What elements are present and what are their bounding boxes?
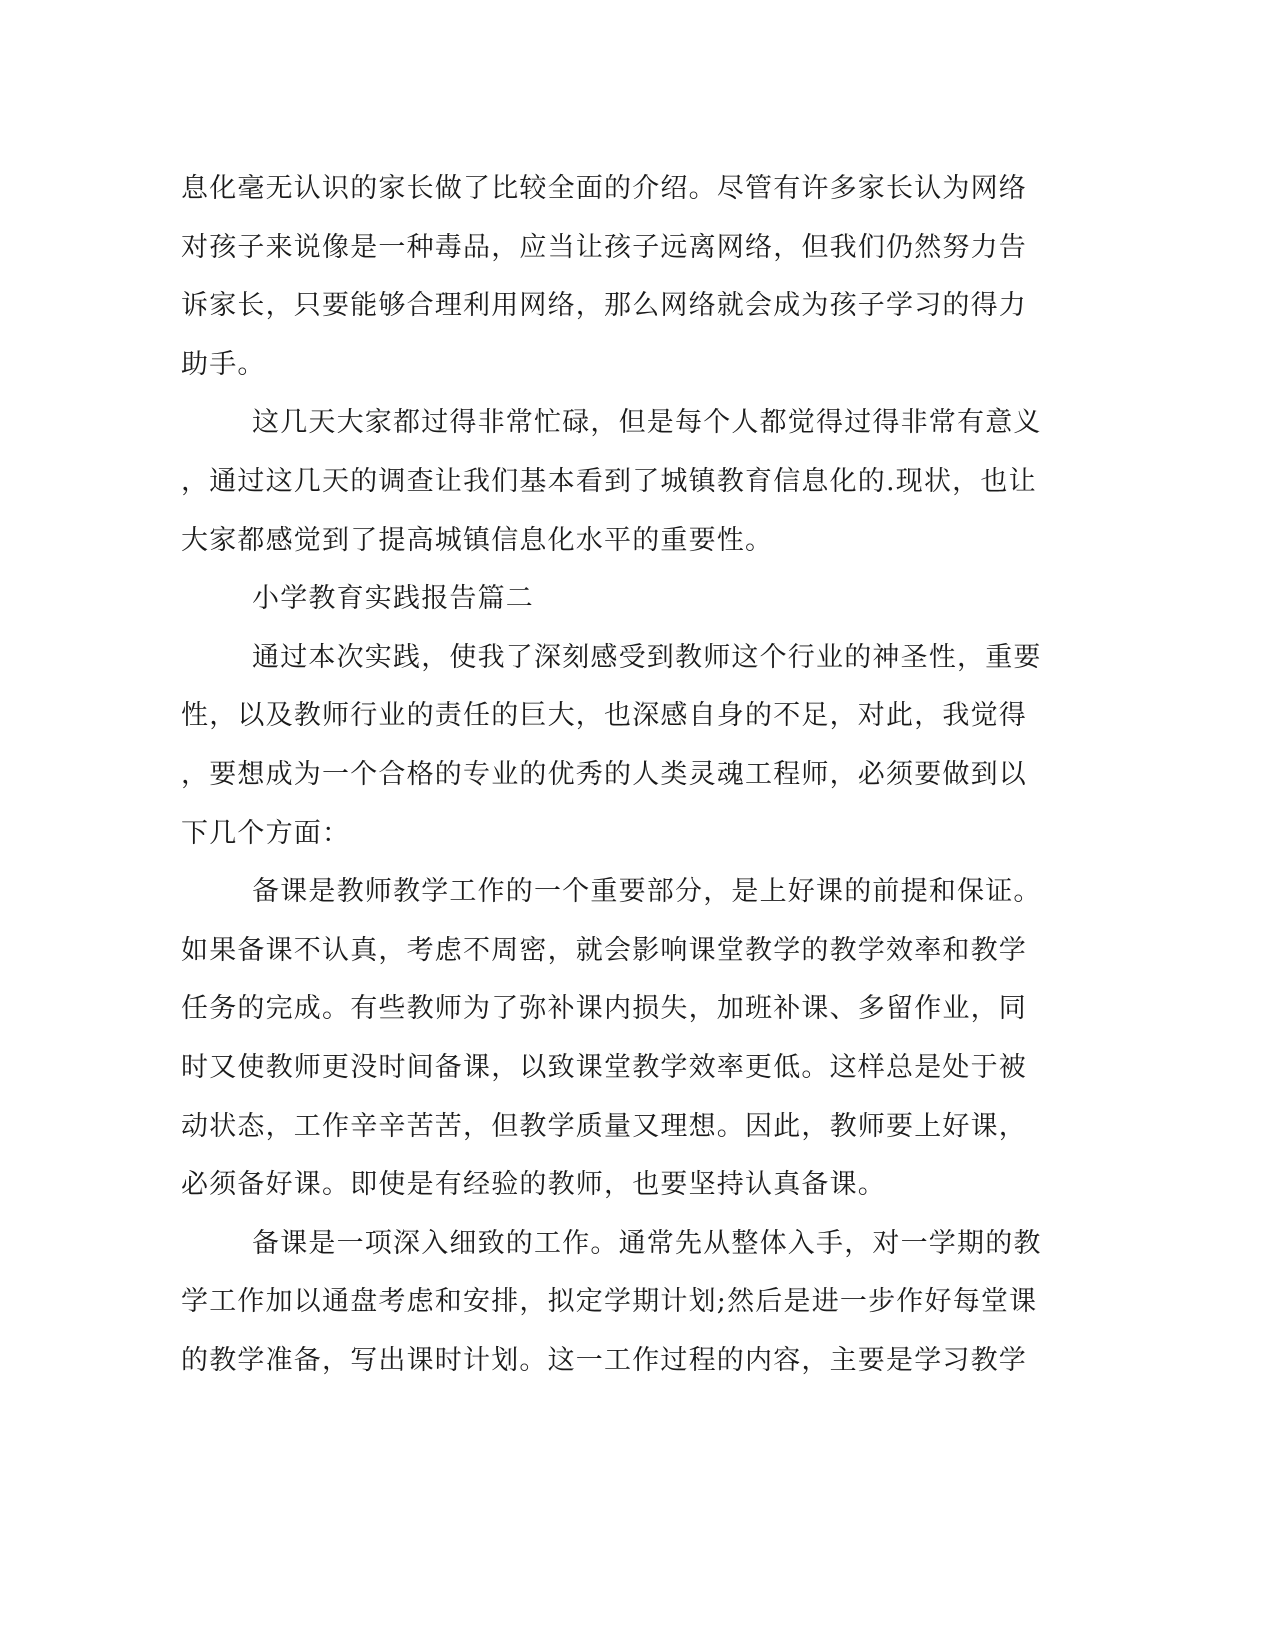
text-line: 息化毫无认识的家长做了比较全面的介绍。尽管有许多家长认为网络 (181, 173, 1027, 204)
text-line: 诉家长，只要能够合理利用网络，那么网络就会成为孩子学习的得力 (181, 290, 1027, 322)
text-line: 动状态，工作辛辛苦苦，但教学质量又理想。因此，教师要上好课， (181, 1110, 1027, 1142)
text-line: 如果备课不认真，考虑不周密，就会影响课堂教学的教学效率和教学 (181, 934, 1027, 966)
body-text (181, 160, 1061, 1390)
text-line: 必须备好课。即使是有经验的教师，也要坚持认真备课。 (181, 1169, 886, 1201)
text-line: 备课是教师教学工作的一个重要部分，是上好课的前提和保证。 (252, 876, 1042, 908)
text-line: 大家都感觉到了提高城镇信息化水平的重要性。 (181, 524, 774, 556)
text-line: 任务的完成。有些教师为了弥补课内损失，加班补课、多留作业，同 (181, 993, 1027, 1025)
text-line: ，通过这几天的调查让我们基本看到了城镇教育信息化的.现状，也让 (181, 465, 1037, 497)
text-line: 助手。 (181, 348, 266, 380)
text-line: ，要想成为一个合格的专业的优秀的人类灵魂工程师，必须要做到以 (181, 758, 1027, 790)
text-line: 的教学准备，写出课时计划。这一工作过程的内容，主要是学习教学 (181, 1344, 1027, 1376)
text-line: 通过本次实践，使我了深刻感受到教师这个行业的神圣性，重要 (252, 641, 1042, 673)
text-line: 下几个方面： (181, 817, 351, 849)
text-line: 学工作加以通盘考虑和安排，拟定学期计划;然后是进一步作好每堂课 (181, 1286, 1038, 1318)
text-line: 对孩子来说像是一种毒品，应当让孩子远离网络，但我们仍然努力告 (181, 231, 1027, 263)
text-line: 性，以及教师行业的责任的巨大，也深感自身的不足，对此，我觉得 (181, 700, 1027, 732)
text-line: 小学教育实践报告篇二 (252, 583, 534, 615)
text-line: 这几天大家都过得非常忙碌，但是每个人都觉得过得非常有意义 (252, 407, 1042, 439)
text-line: 备课是一项深入细致的工作。通常先从整体入手，对一学期的教 (252, 1227, 1042, 1259)
text-line: 时又使教师更没时间备课，以致课堂教学效率更低。这样总是处于被 (181, 1051, 1027, 1083)
